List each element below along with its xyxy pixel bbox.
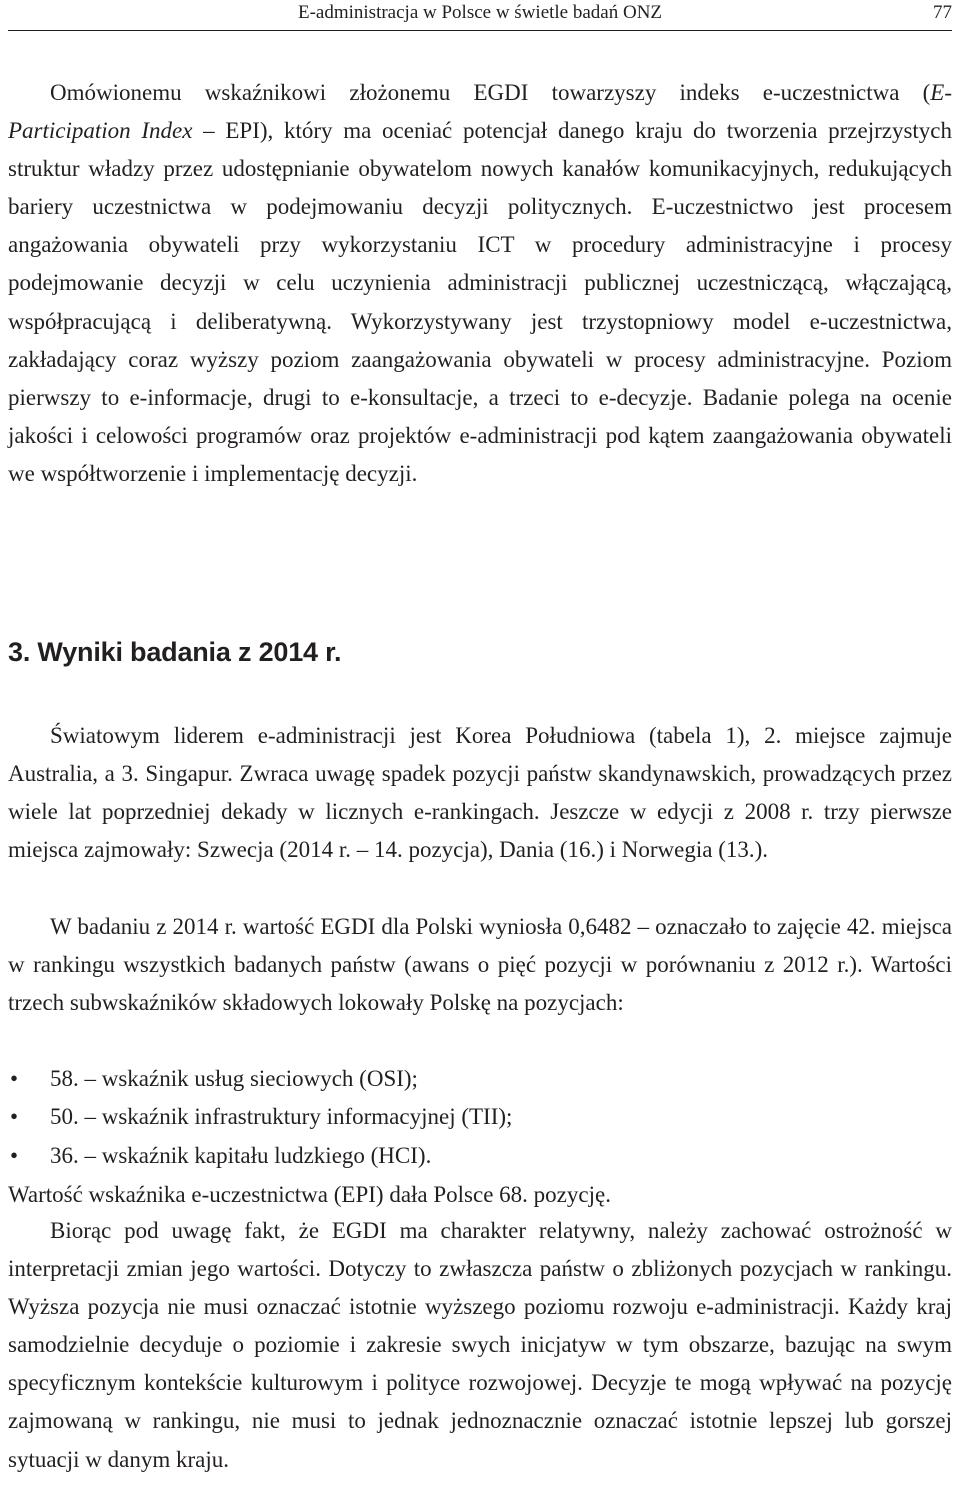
list-item-text: 58. – wskaźnik usług sieciowych (OSI); — [50, 1066, 418, 1091]
results-paragraph: Światowym liderem e-administracji jest Korea Południowa (tabela 1), 2. miejsce zajmuje Australia, a 3. Singapur. Zwraca uwagę spadek pozycji państw skandynawskich, prowadzących przez wiele lat poprzedniej dekady w licznych e-rankingach. Jeszcze w edycji z 2008 r. trzy pierwsze miejsca zajmowały: Szwecja (2014 r. – 14. pozycja), Dania (16.) i Norwegia (13.). — [8, 723, 952, 863]
section-heading: 3. Wyniki badania z 2014 r. — [8, 637, 342, 667]
poland-paragraph: W badaniu z 2014 r. wartość EGDI dla Polski wyniosła 0,6482 – oznaczało to zajęcie 42. miejsca w rankingu wszystkich badanych państw (awans o pięć pozycji w porównaniu z 2012 r.). Wartości trzech subwskaźników składowych lokowały Polskę na pozycjach: — [8, 914, 952, 1016]
bullet-marker: • — [10, 1142, 19, 1168]
page-number: 77 — [933, 2, 952, 23]
intro-lead: Omówionemu wskaźnikowi złożonemu EGDI towarzyszy indeks e-uczestnictwa ( — [50, 80, 931, 105]
list-item — [8, 1060, 512, 1098]
list-item — [8, 1137, 512, 1175]
running-header — [8, 0, 952, 31]
subindex-list — [8, 1060, 512, 1175]
list-item-text: 36. – wskaźnik kapitału ludzkiego (HCI). — [50, 1142, 432, 1168]
intro-rest: – EPI), który ma oceniać potencjał danego kraju do tworzenia przejrzystych struktur władzy przez udostępnianie obywatelom nowych kanałów komunikacyjnych, redukujących bariery uczestnictwa w podejmowaniu decyzji politycznych. E-uczestnictwo jest procesem angażowania obywateli przy wykorzystaniu ICT w procedury administracyjne i procesy podejmowanie decyzji w celu uczynienia administracji publicznej uczestniczącą, włączającą, współpracującą i deliberatywną. Wykorzystywany jest trzystopniowy model e-uczestnictwa, zakładający coraz wyższy poziom zaangażowania obywateli w procesy administracyjne. Poziom pierwszy to e-informacje, drugi to e-konsultacje, a trzeci to e-decyzje. Badanie polega na ocenie jakości i celowości programów oraz projektów e-administracji pod kątem zaangażowania obywateli we współtworzenie i implementację decyzji. — [8, 118, 952, 486]
epi-paragraph: Wartość wskaźnika e-uczestnictwa (EPI) dała Polsce 68. pozycję. — [8, 1182, 611, 1207]
intro-paragraph — [8, 74, 952, 493]
running-header-title: E-administracja w Polsce w świetle badań ONZ — [297, 2, 663, 23]
intro-term: E-Participation Index — [8, 80, 952, 144]
conclusion-paragraph: Biorąc pod uwagę fakt, że EGDI ma charakter relatywny, należy zachować ostrożność w interpretacji zmian jego wartości. Dotyczy to zwłaszcza państw o zbliżonych pozycjach w rankingu. Wyższa pozycja nie musi oznaczać istotnie wyższego poziomu rozwoju e-administracji. Każdy kraj samodzielnie decyduje o poziomie i zakresie swych inicjatyw w tym obszarze, bazując na swym specyficznym kontekście kulturowym i polityce rozwojowej. Decyzje te mogą wpływać na pozycję zajmowaną w rankingu, nie musi to jednak jednoznacznie oznaczać istotnie lepszej lub gorszej sytuacji w danym kraju. — [8, 1218, 952, 1472]
bullet-marker: • — [10, 1066, 19, 1091]
list-item-text: 50. – wskaźnik infrastruktury informacyjnej (TII); — [50, 1104, 513, 1130]
bullet-marker: • — [10, 1104, 19, 1130]
list-item — [8, 1098, 512, 1136]
